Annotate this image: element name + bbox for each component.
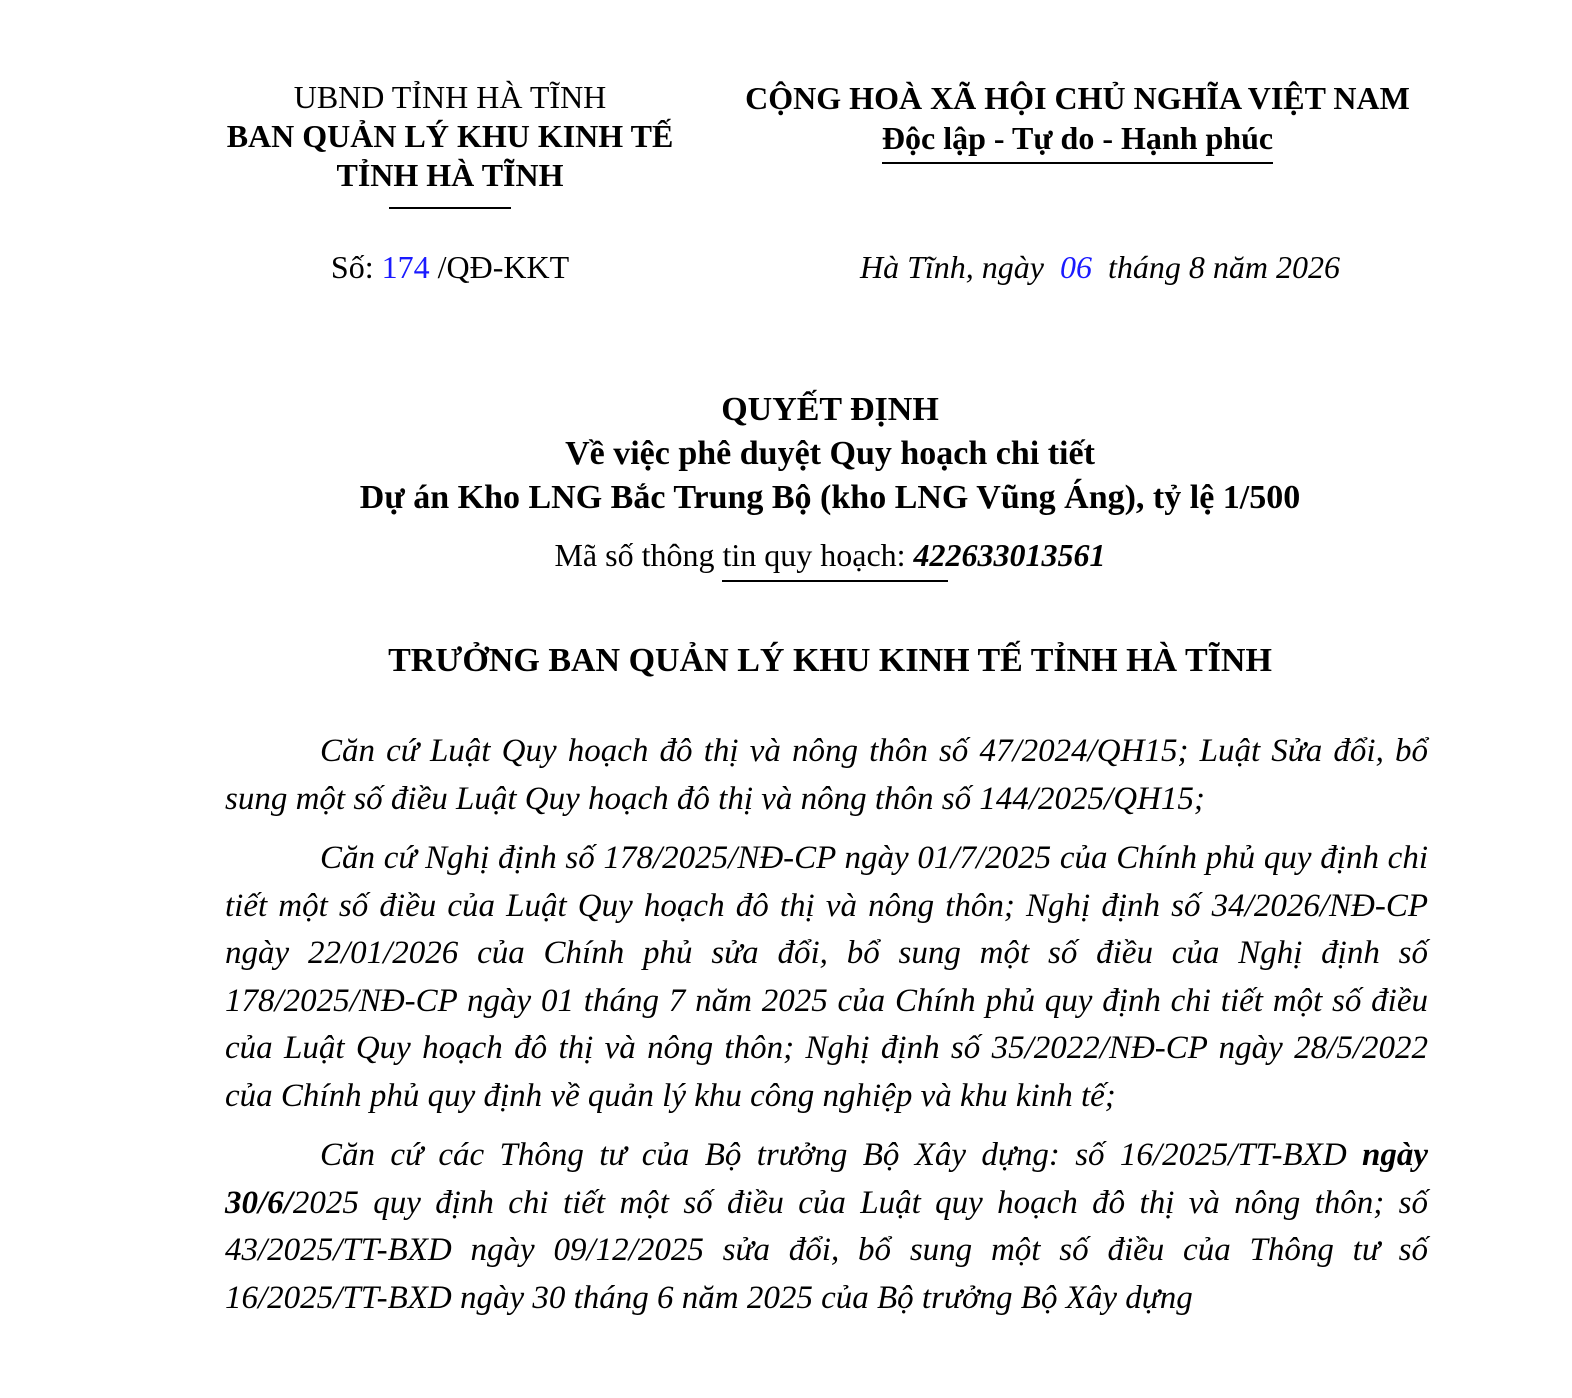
planning-code	[180, 534, 1480, 576]
authority-heading: TRƯỞNG BAN QUẢN LÝ KHU KINH TẾ TỈNH HÀ TĨNH	[388, 642, 1272, 679]
planning-code-label: Mã số thông tin quy hoạch:	[554, 537, 906, 573]
national-motto: Độc lập - Tự do - Hạnh phúc	[882, 118, 1273, 164]
paragraph-3-bold: ngày 30/6/	[225, 1137, 1429, 1221]
date-day: 06	[1060, 249, 1092, 285]
title-line2: Về việc phê duyệt Quy hoạch chi tiết	[565, 435, 1095, 472]
issuing-agency-block	[200, 78, 700, 209]
paragraph-2: Căn cứ Nghị định số 178/2025/NĐ-CP ngày 01/7/2025 của Chính phủ quy định chi tiết một số điều của Luật Quy hoạch đô thị và nông thôn; Nghị định số 34/2026/NĐ-CP ngày 22/01/2026 của Chính phủ sửa đổi, bổ sung một số điều của Nghị định số 178/2025/NĐ-CP ngày 01 tháng 7 năm 2025 của Chính phủ quy định chi tiết một số điều của Luật Quy hoạch đô thị và nông thôn; Nghị định số 35/2022/NĐ-CP ngày 28/5/2022 của Chính phủ quy định về quản lý khu công nghiệp và khu kinh tế;	[225, 840, 1428, 1114]
national-header-block	[720, 78, 1435, 164]
legal-basis-text	[225, 728, 1428, 1334]
planning-code-value: 422633013561	[913, 537, 1106, 573]
paragraph-3-end: 2025 quy định chi tiết một số điều của Luật quy hoạch đô thị và nông thôn; số 43/2025/TT-BXD ngày 09/12/2025 sửa đổi, bổ sung một số điều của Thông tư số 16/2025/TT-BXD ngày 30 tháng 6 năm 2025 của Bộ trưởng Bộ Xây dựng	[225, 1184, 1428, 1316]
title-line1: QUYẾT ĐỊNH	[721, 391, 939, 428]
number-value: 174	[381, 249, 430, 285]
number-suffix: /QĐ-KKT	[437, 249, 570, 285]
paragraph-1: Căn cứ Luật Quy hoạch đô thị và nông thôn số 47/2024/QH15; Luật Sửa đổi, bổ sung một số điều Luật Quy hoạch đô thị và nông thôn số 144/2025/QH15;	[225, 733, 1428, 817]
decision-title	[180, 388, 1480, 520]
paragraph-3-start: Căn cứ các Thông tư của Bộ trưởng Bộ Xây dựng: số 16/2025/TT-BXD	[320, 1137, 1347, 1173]
agency-underline	[389, 207, 511, 209]
title-underline	[722, 580, 948, 582]
paragraph-3	[225, 1132, 1428, 1322]
agency-name-line2: TỈNH HÀ TĨNH	[336, 157, 564, 193]
date-prefix: Hà Tĩnh, ngày	[860, 249, 1044, 285]
country-name: CỘNG HOÀ XÃ HỘI CHỦ NGHĨA VIỆT NAM	[745, 80, 1410, 116]
title-line3: Dự án Kho LNG Bắc Trung Bộ (kho LNG Vũng Áng), tỷ lệ 1/500	[359, 479, 1301, 516]
date-suffix: tháng 8 năm 2026	[1108, 249, 1340, 285]
document-number	[200, 246, 700, 288]
document-date	[720, 246, 1480, 288]
agency-name-line1: BAN QUẢN LÝ KHU KINH TẾ	[226, 118, 674, 154]
number-prefix: Số:	[330, 249, 374, 285]
parent-agency: UBND TỈNH HÀ TĨNH	[293, 79, 607, 115]
